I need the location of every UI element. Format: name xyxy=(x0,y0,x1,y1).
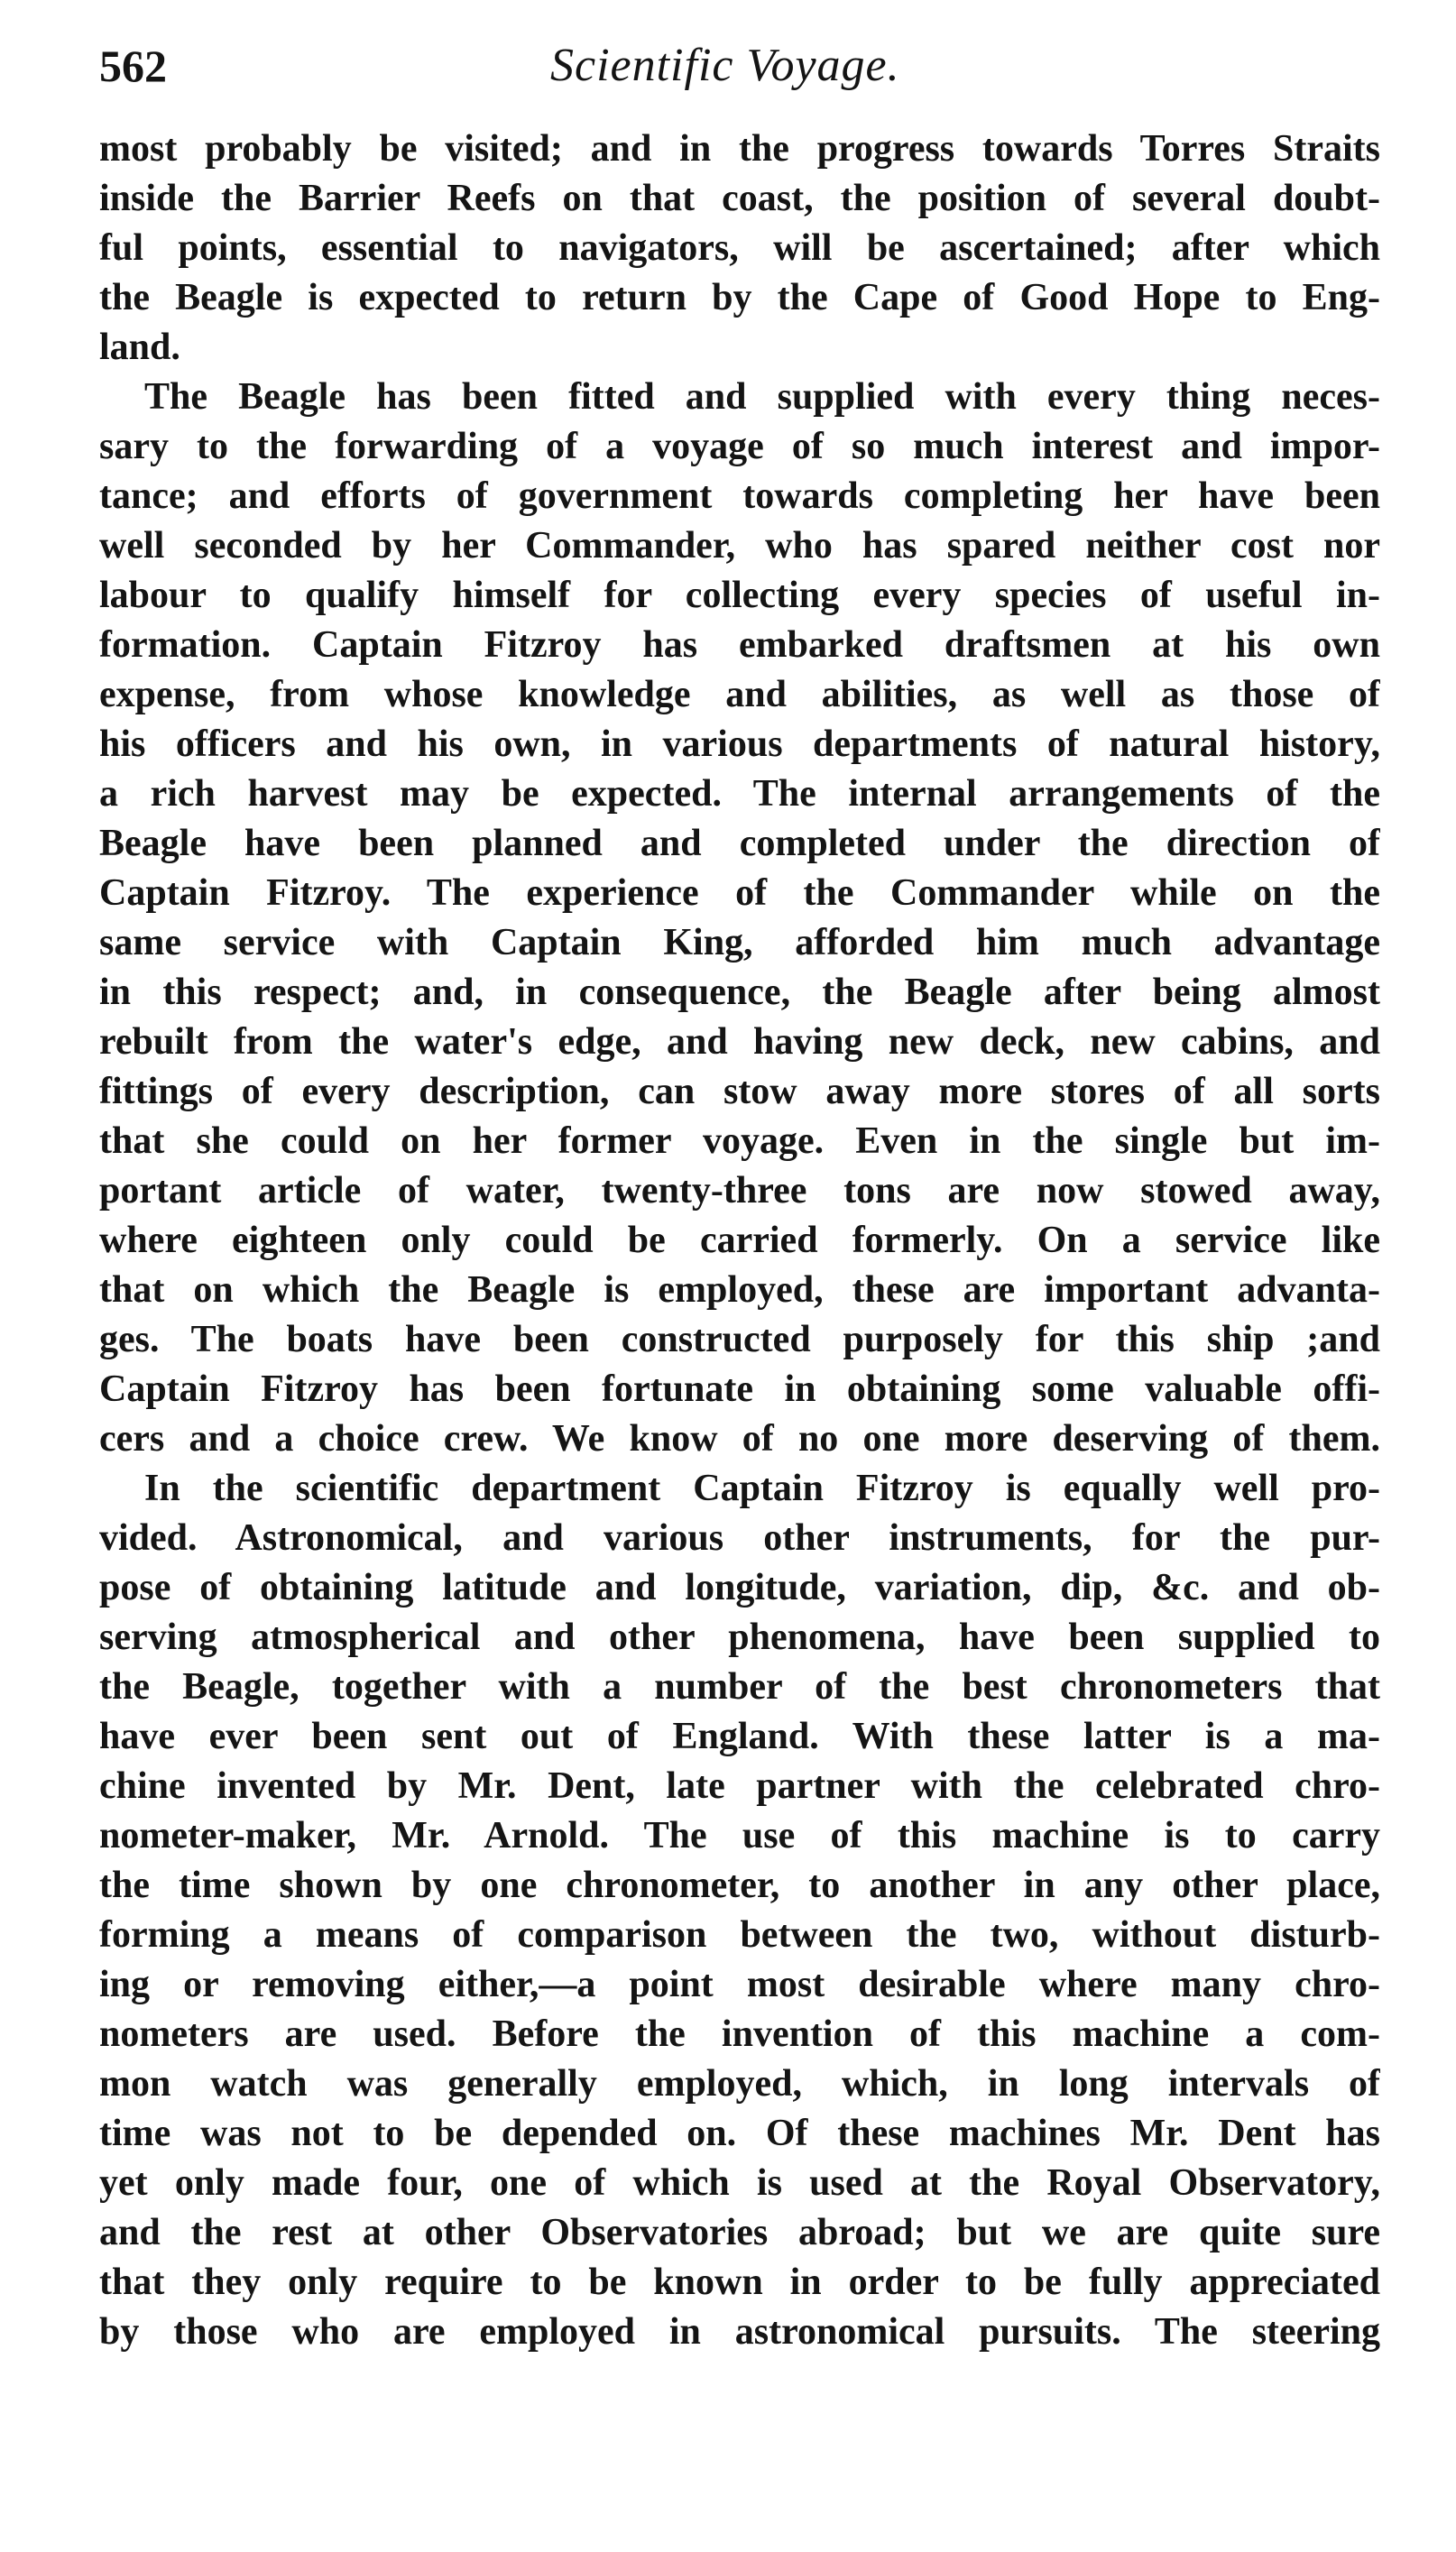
running-head xyxy=(99,34,1380,97)
text-line: vided. Astronomical, and various other instruments, for the pur- xyxy=(99,1517,1380,1559)
text-line: nometer-maker, Mr. Arnold. The use of this machine is to carry xyxy=(99,1815,1380,1856)
text-line: Captain Fitzroy has been fortunate in obtaining some valuable offi- xyxy=(99,1368,1380,1410)
page-number: 562 xyxy=(99,41,167,91)
text-line: nometers are used. Before the invention of this machine a com- xyxy=(99,2013,1380,2055)
text-line: land. xyxy=(99,327,180,368)
text-line: the Beagle is expected to return by the Cape of Good Hope to Eng- xyxy=(99,277,1380,318)
text-line: same service with Captain King, afforded him much advantage xyxy=(99,922,1380,963)
text-line: tance; and efforts of government towards completing her have been xyxy=(99,475,1380,517)
text-line: pose of obtaining latitude and longitude, variation, dip, &c. and ob- xyxy=(99,1567,1380,1608)
text-line: Captain Fitzroy. The experience of the Commander while on the xyxy=(99,872,1380,914)
text-line: where eighteen only could be carried formerly. On a service like xyxy=(99,1220,1380,1261)
text-line: serving atmospherical and other phenomena, have been supplied to xyxy=(99,1617,1380,1658)
text-line: The Beagle has been fitted and supplied with every thing neces- xyxy=(144,376,1380,418)
text-line: sary to the forwarding of a voyage of so much interest and impor- xyxy=(99,426,1380,467)
text-line: well seconded by her Commander, who has spared neither cost nor xyxy=(99,525,1380,567)
text-line: the time shown by one chronometer, to another in any other place, xyxy=(99,1865,1380,1906)
paragraph xyxy=(99,1464,1380,2357)
text-line: time was not to be depended on. Of these machines Mr. Dent has xyxy=(99,2113,1380,2154)
paragraph xyxy=(99,373,1380,1464)
paragraph xyxy=(99,124,1380,373)
text-line: and the rest at other Observatories abroad; but we are quite sure xyxy=(99,2212,1380,2253)
text-line: inside the Barrier Reefs on that coast, the position of several doubt- xyxy=(99,178,1380,219)
text-line: In the scientific department Captain Fitzroy is equally well pro- xyxy=(144,1468,1380,1509)
text-line: in this respect; and, in consequence, the Beagle after being almost xyxy=(99,972,1380,1013)
text-line: chine invented by Mr. Dent, late partner with the celebrated chro- xyxy=(99,1765,1380,1807)
text-line: his officers and his own, in various departments of natural history, xyxy=(99,723,1380,765)
text-line: yet only made four, one of which is used at the Royal Observatory, xyxy=(99,2162,1380,2204)
text-line: Beagle have been planned and completed under the direction of xyxy=(99,823,1380,864)
text-line: have ever been sent out of England. With these latter is a ma- xyxy=(99,1716,1380,1757)
text-line: ges. The boats have been constructed purposely for this ship ;and xyxy=(99,1319,1380,1360)
text-line: rebuilt from the water's edge, and having new deck, new cabins, and xyxy=(99,1021,1380,1063)
text-line: expense, from whose knowledge and abilities, as well as those of xyxy=(99,674,1380,715)
text-line: ful points, essential to navigators, will be ascertained; after which xyxy=(99,227,1380,269)
text-line: fittings of every description, can stow away more stores of all sorts xyxy=(99,1071,1380,1112)
text-line: that they only require to be known in order to be fully appreciated xyxy=(99,2262,1380,2303)
text-line: ing or removing either,—a point most desirable where many chro- xyxy=(99,1964,1380,2005)
text-line: a rich harvest may be expected. The internal arrangements of the xyxy=(99,773,1380,815)
text-line: that she could on her former voyage. Even in the single but im- xyxy=(99,1120,1380,1162)
text-line: the Beagle, together with a number of the best chronometers that xyxy=(99,1666,1380,1708)
text-line: that on which the Beagle is employed, these are important advanta- xyxy=(99,1269,1380,1311)
text-line: by those who are employed in astronomical pursuits. The steering xyxy=(99,2311,1380,2353)
text-line: cers and a choice crew. We know of no one more deserving of them. xyxy=(99,1418,1380,1460)
text-line: mon watch was generally employed, which, in long intervals of xyxy=(99,2063,1380,2105)
text-line: labour to qualify himself for collecting every species of useful in- xyxy=(99,575,1380,616)
text-line: portant article of water, twenty-three tons are now stowed away, xyxy=(99,1170,1380,1212)
body-text xyxy=(99,124,1380,2357)
text-line: most probably be visited; and in the progress towards Torres Straits xyxy=(99,128,1380,170)
text-line: forming a means of comparison between the two, without disturb- xyxy=(99,1914,1380,1956)
text-line: formation. Captain Fitzroy has embarked draftsmen at his own xyxy=(99,624,1380,666)
running-title: Scientific Voyage. xyxy=(550,40,900,91)
